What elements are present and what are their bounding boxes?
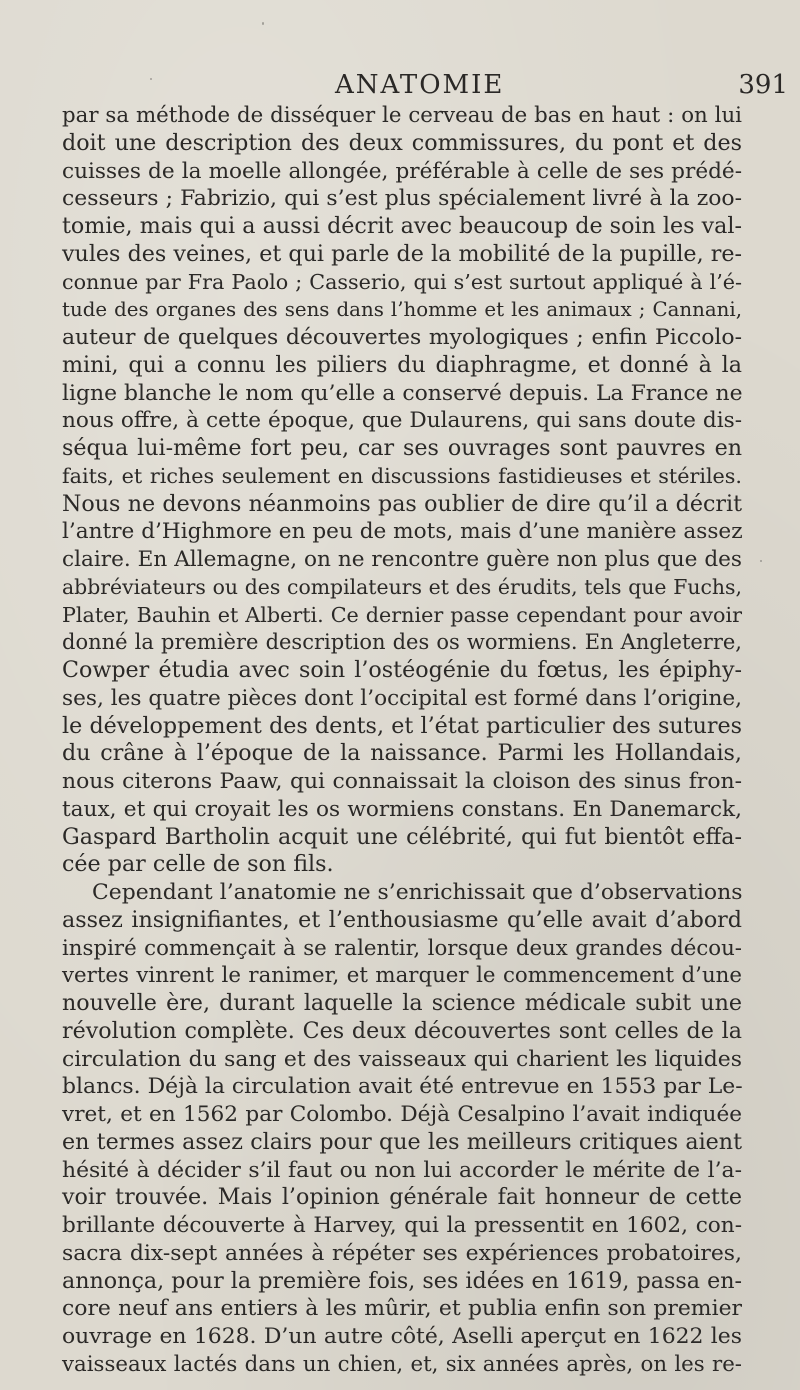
- text-line: par sa méthode de disséquer le cerveau de bas en haut : on lui: [62, 103, 742, 128]
- text-line: blancs. Déjà la circulation avait été entrevue en 1553 par Le-: [62, 1074, 743, 1100]
- text-line: Gaspard Bartholin acquit une célébrité, qui fut bientôt effa-: [62, 823, 742, 850]
- text-line: inspiré commençait à se ralentir, lorsque deux grandes décou-: [62, 935, 742, 961]
- text-line: nouvelle ère, durant laquelle la science médicale subit une: [62, 990, 742, 1016]
- text-line: voir trouvée. Mais l’opinion générale fait honneur de cette: [62, 1184, 742, 1211]
- text-line: Cowper étudia avec soin l’ostéogénie du fœtus, les épiphy-: [62, 657, 742, 683]
- page-number: 391: [738, 70, 788, 100]
- text-line: annonça, pour la première fois, ses idées en 1619, passa en-: [62, 1267, 742, 1294]
- text-line: hésité à décider s’il faut ou non lui accorder le mérite de l’a-: [62, 1157, 742, 1183]
- text-line: connue par Fra Paolo ; Casserio, qui s’est surtout appliqué à l’é-: [62, 269, 742, 294]
- text-line: tude des organes des sens dans l’homme et les animaux ; Cannani,: [62, 298, 742, 322]
- text-line: révolution complète. Ces deux découvertes sont celles de la: [62, 1017, 742, 1044]
- text-line: cesseurs ; Fabrizio, qui s’est plus spécialement livré à la zoo-: [62, 186, 742, 212]
- text-line: mini, qui a connu les piliers du diaphragme, et donné à la: [62, 351, 742, 378]
- text-line: l’antre d’Highmore en peu de mots, mais d’une manière assez: [62, 519, 743, 545]
- text-line: Cependant l’anatomie ne s’enrichissait que d’observations: [92, 880, 743, 905]
- text-line: assez insignifiantes, et l’enthousiasme qu’elle avait d’abord: [62, 906, 742, 933]
- text-line: abbréviateurs ou des compilateurs et des érudits, tels que Fuchs,: [62, 574, 742, 599]
- text-line: Plater, Bauhin et Alberti. Ce dernier passe cependant pour avoir: [62, 602, 742, 627]
- text-line: circulation du sang et des vaisseaux qui charient les liquides: [62, 1046, 742, 1072]
- text-line: sacra dix-sept années à répéter ses expériences probatoires,: [62, 1240, 742, 1266]
- text-line: brillante découverte à Harvey, qui la pressentit en 1602, con-: [62, 1213, 742, 1238]
- paper-speck: [760, 560, 762, 562]
- paper-speck: [150, 78, 152, 80]
- text-line: cée par celle de son fils.: [62, 851, 334, 878]
- text-line: Nous ne devons néanmoins pas oublier de dire qu’il a décrit: [62, 490, 742, 517]
- paper-speck: [262, 22, 264, 25]
- text-line: faits, et riches seulement en discussions fastidieuses et stériles.: [62, 463, 742, 488]
- text-line: doit une description des deux commissures, du pont et des: [62, 129, 742, 156]
- text-line: ouvrage en 1628. D’un autre côté, Aselli aperçut en 1622 les: [62, 1324, 742, 1349]
- text-line: core neuf ans entiers à les mûrir, et publia enfin son premier: [62, 1296, 742, 1322]
- page-header: [60, 68, 790, 104]
- text-line: donné la première description des os wormiens. En Angleterre,: [62, 630, 742, 655]
- text-line: vertes vinrent le ranimer, et marquer le commencement d’une: [62, 963, 742, 989]
- text-line: taux, et qui croyait les os wormiens constans. En Danemarck,: [62, 796, 742, 822]
- running-title: ANATOMIE: [335, 70, 505, 100]
- text-line: auteur de quelques découvertes myologiques ; enfin Piccolo-: [62, 325, 742, 350]
- text-line: ses, les quatre pièces dont l’occipital est formé dans l’origine,: [62, 685, 742, 711]
- text-line: tomie, mais qui a aussi décrit avec beaucoup de soin les val-: [62, 213, 742, 239]
- text-line: nous offre, à cette époque, que Dulaurens, qui sans doute dis-: [62, 408, 742, 434]
- text-line: le développement des dents, et l’état particulier des sutures: [62, 712, 742, 739]
- text-line: séqua lui-même fort peu, car ses ouvrages sont pauvres en: [62, 435, 742, 461]
- paper-speck: [333, 842, 335, 845]
- text-line: cuisses de la moelle allongée, préférable à celle de ses prédé-: [62, 158, 742, 184]
- body-text: [62, 102, 742, 1379]
- text-line: vules des veines, et qui parle de la mobilité de la pupille, re-: [62, 240, 742, 267]
- text-line: vret, et en 1562 par Colombo. Déjà Cesalpino l’avait indiquée: [62, 1102, 742, 1127]
- text-line: nous citerons Paaw, qui connaissait la cloison des sinus fron-: [62, 769, 742, 794]
- text-line: vaisseaux lactés dans un chien, et, six années après, on les re-: [62, 1351, 742, 1377]
- text-line: en termes assez clairs pour que les meilleurs critiques aient: [62, 1128, 742, 1155]
- text-line: ligne blanche le nom qu’elle a conservé depuis. La France ne: [62, 380, 743, 406]
- text-line: du crâne à l’époque de la naissance. Parmi les Hollandais,: [62, 740, 742, 767]
- text-line: claire. En Allemagne, on ne rencontre guère non plus que des: [62, 547, 742, 572]
